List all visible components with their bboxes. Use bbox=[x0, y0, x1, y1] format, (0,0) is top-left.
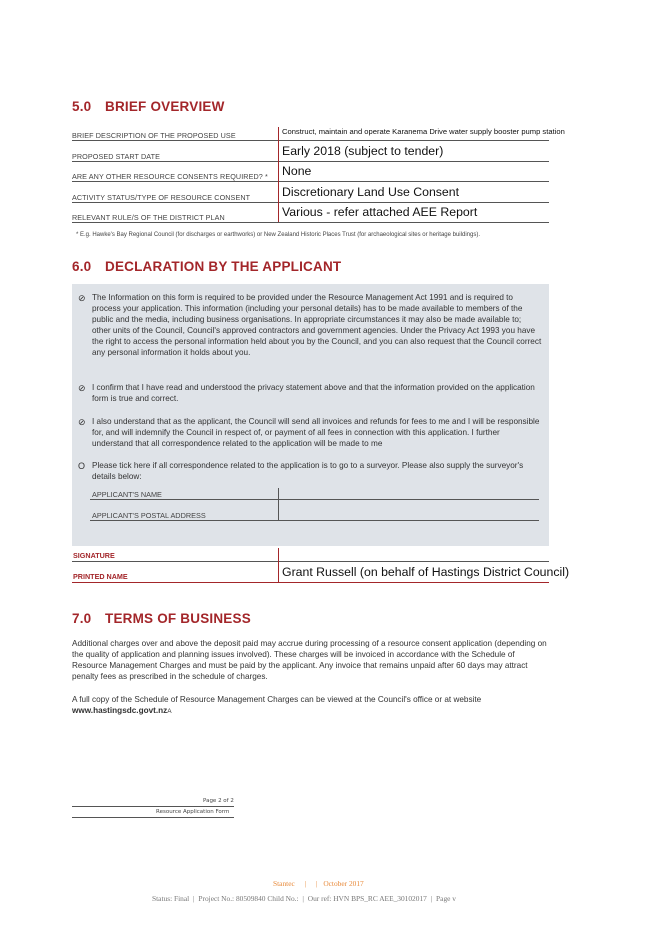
applicant-name-field[interactable] bbox=[284, 488, 534, 498]
section-title-terms bbox=[72, 611, 251, 626]
applicant-name-label: APPLICANT'S NAME bbox=[92, 490, 162, 499]
signature-divider bbox=[72, 561, 549, 562]
footer-page-number: Page v bbox=[436, 894, 456, 903]
form-footer-divider bbox=[72, 806, 234, 807]
row-divider bbox=[72, 222, 549, 223]
consents-footnote: * E.g. Hawke's Bay Regional Council (for discharges or earthworks) or New Zealand Historic Places Trust (for archaeological sites or heritage buildings). bbox=[76, 232, 480, 238]
page-footer-top-line bbox=[273, 879, 364, 888]
footer-separator: | bbox=[430, 894, 433, 903]
row-value-other-consents: None bbox=[282, 164, 312, 178]
project-number: Project No.: 80509840 Child No.: bbox=[198, 894, 299, 903]
section-title-brief-overview bbox=[72, 99, 225, 114]
company-name: Stantec bbox=[273, 879, 295, 888]
council-website-link[interactable]: www.hastingsdc.govt.nz bbox=[72, 705, 168, 715]
row-value-description: Construct, maintain and operate Karanema Drive water supply booster pump station bbox=[282, 127, 565, 136]
our-reference: Our ref: HVN BPS_RC AEE_30102017 bbox=[307, 894, 427, 903]
terms-schedule-text: A full copy of the Schedule of Resource Management Charges can be viewed at the Council's office or at website bbox=[72, 695, 482, 704]
form-name: Resource Application Form bbox=[156, 809, 230, 815]
row-value-district-plan-rules: Various - refer attached AEE Report bbox=[282, 205, 478, 219]
applicant-postal-address-field[interactable] bbox=[284, 509, 534, 519]
footer-separator: | bbox=[315, 879, 318, 888]
page-footer-bottom-line bbox=[152, 894, 456, 903]
footer-separator: | bbox=[193, 894, 195, 903]
section-heading: TERMS OF BUSINESS bbox=[105, 611, 251, 626]
declaration-invoices-text: I also understand that as the applicant, the Council will send all invoices and refunds for fees to me and I will be responsible for, and will indemnify the Council in respect of, or payment of all fees in connection with this application. I further understand that all correspondence related to the application will be made to me bbox=[92, 417, 540, 448]
field-divider bbox=[90, 499, 539, 500]
printed-name-label: PRINTED NAME bbox=[73, 572, 128, 581]
website-suffix: A bbox=[167, 707, 172, 715]
signature-label: SIGNATURE bbox=[73, 551, 115, 560]
form-footer-divider bbox=[72, 817, 234, 818]
unchecked-circle-icon[interactable]: O bbox=[78, 461, 86, 471]
row-divider bbox=[72, 161, 549, 162]
section-heading: BRIEF OVERVIEW bbox=[105, 99, 225, 114]
section-number: 6.0 bbox=[72, 259, 92, 274]
declaration-surveyor-text: Please tick here if all correspondence related to the application is to go to a surveyor. Please also supply the surveyor's details below: bbox=[92, 461, 524, 481]
row-label-description: BRIEF DESCRIPTION OF THE PROPOSED USE bbox=[72, 131, 236, 140]
footer-separator: | bbox=[302, 894, 304, 903]
checked-icon[interactable]: ⊘ bbox=[78, 383, 86, 393]
declaration-privacy-text: The Information on this form is required to be provided under the Resource Management Act 1991 and is required to process your application. This information (including your personal details) has to be made available to members of the public and the media, including business organisations. In appropriate circumstances it may also be made available to; other units of the Council, Council's approved contractors and government agencies. Under the Privacy Act 1993 you have the right to access the personal information held about you by the Council, and you can also request that the Council correct any personal information it holds about you. bbox=[92, 293, 542, 357]
printed-name-divider bbox=[72, 582, 549, 583]
form-page-number: Page 2 of 2 bbox=[203, 798, 234, 804]
declaration-confirm-text: I confirm that I have read and understood the privacy statement above and that the information provided on the application form is true and correct. bbox=[92, 383, 535, 403]
row-label-activity-status: ACTIVITY STATUS/TYPE OF RESOURCE CONSENT bbox=[72, 193, 251, 202]
field-divider bbox=[90, 520, 539, 521]
row-divider bbox=[72, 140, 549, 141]
section-number: 7.0 bbox=[72, 611, 92, 626]
applicant-postal-address-label: APPLICANT'S POSTAL ADDRESS bbox=[92, 511, 206, 520]
document-status: Status: Final bbox=[152, 894, 190, 903]
row-divider bbox=[72, 181, 549, 182]
row-divider bbox=[72, 202, 549, 203]
row-label-start-date: PROPOSED START DATE bbox=[72, 152, 161, 161]
checked-icon[interactable]: ⊘ bbox=[78, 417, 86, 427]
terms-paragraph-schedule bbox=[72, 695, 552, 718]
section-number: 5.0 bbox=[72, 99, 92, 114]
section-heading: DECLARATION BY THE APPLICANT bbox=[105, 259, 342, 274]
signature-column-divider bbox=[278, 548, 279, 582]
row-value-start-date: Early 2018 (subject to tender) bbox=[282, 144, 444, 158]
field-column-divider bbox=[278, 488, 279, 520]
row-value-activity-status: Discretionary Land Use Consent bbox=[282, 185, 460, 199]
printed-name-value: Grant Russell (on behalf of Hastings District Council) bbox=[282, 565, 570, 579]
terms-paragraph-charges: Additional charges over and above the deposit paid may accrue during processing of a resource consent application (depending on the quality of application and planning issues involved). These charges will be invoiced in accordance with the Schedule of Resource Management Charges and must be paid by the applicant. Any invoice that remains unpaid after 60 days may attract penalty fees as prescribed in the schedule of charges. bbox=[72, 639, 547, 681]
row-label-other-consents: ARE ANY OTHER RESOURCE CONSENTS REQUIRED? * bbox=[72, 172, 268, 181]
checked-icon[interactable]: ⊘ bbox=[78, 293, 86, 303]
table-column-divider bbox=[278, 127, 279, 222]
row-label-district-plan-rules: RELEVANT RULE/S OF THE DISTRICT PLAN bbox=[72, 213, 225, 222]
footer-separator: | bbox=[304, 879, 307, 888]
signature-field[interactable] bbox=[282, 548, 542, 561]
section-title-declaration bbox=[72, 259, 341, 274]
report-date: October 2017 bbox=[323, 879, 364, 888]
